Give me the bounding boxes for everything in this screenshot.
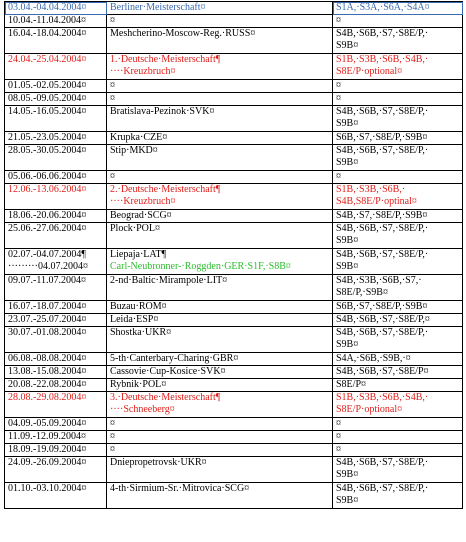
date-cell[interactable]	[5, 171, 107, 184]
date-cell[interactable]	[5, 210, 107, 223]
classes-line: S8E/P¤	[336, 379, 367, 390]
date-line: 30.07.-01.08.2004¤	[8, 327, 87, 338]
classes-cell[interactable]	[333, 249, 463, 275]
date-line: 05.06.-06.06.2004¤	[8, 171, 87, 182]
table-row	[5, 80, 463, 93]
classes-cell[interactable]	[333, 54, 463, 80]
classes-line: S4B,·S6B,·S7,·S8E/P,·	[336, 483, 429, 494]
classes-line: S1B,·S3B,·S6B,·S4B,·	[336, 54, 429, 65]
event-cell[interactable]	[107, 392, 333, 418]
event-cell[interactable]	[107, 249, 333, 275]
classes-line: S9B¤	[336, 118, 359, 129]
table-row	[5, 431, 463, 444]
date-line: 06.08.-08.08.2004¤	[8, 353, 87, 364]
event-line: 4-th·Sirmium-Sr.·Mitrovica·SCG¤	[110, 483, 250, 494]
date-line: 12.06.-13.06.2004¤	[8, 184, 87, 195]
event-line: Dniepropetrovsk·UKR¤	[110, 457, 207, 468]
date-line: 28.08.-29.08.2004¤	[8, 392, 87, 403]
table-row	[5, 223, 463, 249]
event-line: Berliner·Meisterschaft¤	[110, 2, 206, 13]
date-cell[interactable]	[5, 431, 107, 444]
table-row	[5, 444, 463, 457]
date-line: ·········04.07.2004¤	[8, 261, 88, 272]
date-line: 02.07.-04.07.2004¶	[8, 249, 86, 260]
event-cell[interactable]	[107, 483, 333, 509]
classes-cell[interactable]	[333, 145, 463, 171]
classes-cell[interactable]	[333, 392, 463, 418]
date-line: 10.04.-11.04.2004¤	[8, 15, 86, 26]
classes-cell[interactable]	[333, 80, 463, 93]
date-line: 16.04.-18.04.2004¤	[8, 28, 87, 39]
classes-cell[interactable]	[333, 444, 463, 457]
classes-line: S4B,S8E/P·optinal¤	[336, 196, 417, 207]
classes-line: S4B,·S6B,·S7,·S8E/P,¤	[336, 314, 430, 325]
date-cell[interactable]	[5, 223, 107, 249]
classes-line: S9B¤	[336, 495, 359, 506]
event-cell[interactable]	[107, 80, 333, 93]
table-row	[5, 2, 463, 15]
table-row	[5, 483, 463, 509]
classes-line: S4A,·S6B,·S9B,·¤	[336, 353, 411, 364]
date-line: 28.05.-30.05.2004¤	[8, 145, 87, 156]
event-cell[interactable]	[107, 2, 333, 15]
classes-cell[interactable]	[333, 223, 463, 249]
date-cell[interactable]	[5, 80, 107, 93]
table-row	[5, 132, 463, 145]
table-row	[5, 275, 463, 301]
date-cell[interactable]	[5, 15, 107, 28]
table-row	[5, 353, 463, 366]
classes-cell[interactable]	[333, 314, 463, 327]
table-row	[5, 93, 463, 106]
date-line: 20.08.-22.08.2004¤	[8, 379, 87, 390]
date-cell[interactable]	[5, 379, 107, 392]
date-line: 23.07.-25.07.2004¤	[8, 314, 87, 325]
event-cell[interactable]	[107, 353, 333, 366]
date-line: 25.06.-27.06.2004¤	[8, 223, 87, 234]
date-cell[interactable]	[5, 249, 107, 275]
date-cell[interactable]	[5, 418, 107, 431]
event-line: Cassovie·Cup-Kosice·SVK¤	[110, 366, 226, 377]
event-line: Buzau·ROM¤	[110, 301, 167, 312]
date-cell[interactable]	[5, 106, 107, 132]
classes-line: S9B¤	[336, 157, 359, 168]
classes-cell[interactable]	[333, 184, 463, 210]
classes-cell[interactable]	[333, 210, 463, 223]
classes-cell[interactable]	[333, 431, 463, 444]
classes-cell[interactable]	[333, 275, 463, 301]
classes-cell[interactable]	[333, 2, 463, 15]
event-line: ····Kreuzbruch¤	[110, 196, 176, 207]
classes-line: S4B,·S7,·S8E/P,·S9B¤	[336, 210, 428, 221]
event-cell[interactable]	[107, 171, 333, 184]
date-cell[interactable]	[5, 54, 107, 80]
event-cell[interactable]	[107, 210, 333, 223]
date-cell[interactable]	[5, 366, 107, 379]
classes-cell[interactable]	[333, 366, 463, 379]
event-cell[interactable]	[107, 457, 333, 483]
event-line: Krupka·CZE¤	[110, 132, 168, 143]
classes-line: ¤	[336, 431, 341, 442]
event-line: Plock·POL¤	[110, 223, 160, 234]
event-cell[interactable]	[107, 184, 333, 210]
date-line: 18.09.-19.09.2004¤	[8, 444, 87, 455]
classes-line: S4B,·S6B,·S7,·S8E/P,·	[336, 28, 429, 39]
date-line: 13.08.-15.08.2004¤	[8, 366, 87, 377]
classes-line: S4B,·S6B,·S7,·S8E/P,·	[336, 145, 429, 156]
event-cell[interactable]	[107, 93, 333, 106]
date-line: 24.09.-26.09.2004¤	[8, 457, 87, 468]
classes-line: S4B,·S6B,·S7,·S8E/P,·	[336, 249, 429, 260]
table-row	[5, 106, 463, 132]
event-cell[interactable]	[107, 145, 333, 171]
date-line: 04.09.-05.09.2004¤	[8, 418, 87, 429]
classes-cell[interactable]	[333, 379, 463, 392]
date-cell[interactable]	[5, 28, 107, 54]
classes-line: S1B,·S3B,·S6B,·S4B,·	[336, 392, 429, 403]
event-cell[interactable]	[107, 28, 333, 54]
event-cell[interactable]	[107, 275, 333, 301]
classes-cell[interactable]	[333, 457, 463, 483]
table-row	[5, 366, 463, 379]
date-cell[interactable]	[5, 483, 107, 509]
classes-line: S9B¤	[336, 40, 359, 51]
date-cell[interactable]	[5, 93, 107, 106]
classes-cell[interactable]	[333, 301, 463, 314]
table-row	[5, 418, 463, 431]
schedule-table-body	[5, 2, 463, 509]
classes-cell[interactable]	[333, 483, 463, 509]
event-line: Beograd·SCG¤	[110, 210, 172, 221]
event-cell[interactable]	[107, 301, 333, 314]
event-cell[interactable]	[107, 379, 333, 392]
event-line: ¤	[110, 80, 115, 91]
table-row	[5, 327, 463, 353]
classes-line: S6B,·S7,·S8E/P,·S9B¤	[336, 301, 428, 312]
date-line: 18.06.-20.06.2004¤	[8, 210, 87, 221]
event-line: Bratislava-Pezinok·SVK¤	[110, 106, 215, 117]
classes-cell[interactable]	[333, 327, 463, 353]
classes-line: ¤	[336, 80, 341, 91]
table-row	[5, 54, 463, 80]
event-line: Leida·ESP¤	[110, 314, 159, 325]
classes-cell[interactable]	[333, 418, 463, 431]
event-line: Stip·MKD¤	[110, 145, 158, 156]
event-line: 5-th·Canterbary-Charing·GBR¤	[110, 353, 239, 364]
classes-line: ¤	[336, 93, 341, 104]
date-line: 14.05.-16.05.2004¤	[8, 106, 87, 117]
table-row	[5, 392, 463, 418]
table-row	[5, 184, 463, 210]
classes-cell[interactable]	[333, 171, 463, 184]
event-line: ¤	[110, 171, 115, 182]
table-row	[5, 301, 463, 314]
event-cell[interactable]	[107, 431, 333, 444]
event-line: Carl-Neubronner-·Roggden·GER·S1F,·S8B¤	[110, 261, 291, 272]
table-row	[5, 379, 463, 392]
event-line: ¤	[110, 15, 115, 26]
date-line: 24.04.-25.04.2004¤	[8, 54, 87, 65]
date-cell[interactable]	[5, 145, 107, 171]
classes-line: S4B,·S6B,·S7,·S8E/P,·	[336, 327, 429, 338]
date-line: 03.04.-04.04.2004¤	[8, 2, 87, 13]
classes-cell[interactable]	[333, 93, 463, 106]
classes-cell[interactable]	[333, 15, 463, 28]
date-cell[interactable]	[5, 2, 107, 15]
date-cell[interactable]	[5, 392, 107, 418]
event-cell[interactable]	[107, 327, 333, 353]
event-line: ¤	[110, 418, 115, 429]
event-cell[interactable]	[107, 54, 333, 80]
event-line: ¤	[110, 431, 115, 442]
date-cell[interactable]	[5, 353, 107, 366]
date-cell[interactable]	[5, 457, 107, 483]
classes-cell[interactable]	[333, 28, 463, 54]
classes-line: S4B,·S6B,·S7,·S8E/P,·	[336, 457, 429, 468]
date-cell[interactable]	[5, 184, 107, 210]
classes-line: S9B¤	[336, 261, 359, 272]
event-line: 2-nd·Baltic·Mirampole·LIT¤	[110, 275, 228, 286]
document-page	[4, 1, 464, 509]
event-cell[interactable]	[107, 106, 333, 132]
classes-cell[interactable]	[333, 106, 463, 132]
event-line: Rybnik·POL¤	[110, 379, 167, 390]
classes-line: S4B,·S6B,·S7,·S8E/P¤	[336, 366, 429, 377]
date-line: 01.05.-02.05.2004¤	[8, 80, 87, 91]
classes-line: S9B¤	[336, 235, 359, 246]
event-line: ····Schneeberg¤	[110, 404, 175, 415]
classes-line: S9B¤	[336, 469, 359, 480]
event-line: 3.·Deutsche·Meisterschaft¶	[110, 392, 221, 403]
table-row	[5, 28, 463, 54]
date-cell[interactable]	[5, 301, 107, 314]
date-line: 16.07.-18.07.2004¤	[8, 301, 87, 312]
date-cell[interactable]	[5, 444, 107, 457]
event-cell[interactable]	[107, 366, 333, 379]
event-cell[interactable]	[107, 15, 333, 28]
event-line: ¤	[110, 444, 115, 455]
classes-line: S4B,·S6B,·S7,·S8E/P,·	[336, 106, 429, 117]
event-line: Liepaja·LAT¶	[110, 249, 167, 260]
classes-line: S4B,·S3B,·S6B,·S7,·	[336, 275, 422, 286]
event-line: 1.·Deutsche·Meisterschaft¶	[110, 54, 221, 65]
classes-cell[interactable]	[333, 353, 463, 366]
table-row	[5, 171, 463, 184]
table-row	[5, 145, 463, 171]
date-line: 09.07.-11.07.2004¤	[8, 275, 86, 286]
date-cell[interactable]	[5, 327, 107, 353]
table-row	[5, 15, 463, 28]
date-cell[interactable]	[5, 275, 107, 301]
date-cell[interactable]	[5, 314, 107, 327]
classes-line: S1B,·S3B,·S6B,·	[336, 184, 406, 195]
event-line: ¤	[110, 93, 115, 104]
classes-line: ¤	[336, 444, 341, 455]
competition-schedule-table	[4, 1, 463, 509]
classes-line: ¤	[336, 418, 341, 429]
table-row	[5, 314, 463, 327]
table-row	[5, 249, 463, 275]
classes-cell[interactable]	[333, 132, 463, 145]
classes-line: S8E/P·optional¤	[336, 66, 403, 77]
event-line: Shostka·UKR¤	[110, 327, 172, 338]
event-line: ····Kreuzbruch¤	[110, 66, 176, 77]
classes-line: ¤	[336, 171, 341, 182]
date-line: 11.09.-12.09.2004¤	[8, 431, 86, 442]
event-cell[interactable]	[107, 444, 333, 457]
classes-line: ¤	[336, 15, 341, 26]
table-row	[5, 210, 463, 223]
date-line: 08.05.-09.05.2004¤	[8, 93, 87, 104]
event-cell[interactable]	[107, 223, 333, 249]
classes-line: S9B¤	[336, 339, 359, 350]
date-line: 01.10.-03.10.2004¤	[8, 483, 87, 494]
date-line: 21.05.-23.05.2004¤	[8, 132, 87, 143]
classes-line: S4B,·S6B,·S7,·S8E/P,·	[336, 223, 429, 234]
classes-line: S1A,·S3A,·S6A,·S4A¤	[336, 2, 430, 13]
event-cell[interactable]	[107, 314, 333, 327]
classes-line: S8E/P,·S9B¤	[336, 287, 388, 298]
date-cell[interactable]	[5, 132, 107, 145]
classes-line: S8E/P·optional¤	[336, 404, 403, 415]
event-cell[interactable]	[107, 132, 333, 145]
table-row	[5, 457, 463, 483]
event-cell[interactable]	[107, 418, 333, 431]
classes-line: S6B,·S7,·S8E/P,·S9B¤	[336, 132, 428, 143]
event-line: Meshcherino-Moscow-Reg.·RUSS¤	[110, 28, 256, 39]
event-line: 2.·Deutsche·Meisterschaft¶	[110, 184, 221, 195]
